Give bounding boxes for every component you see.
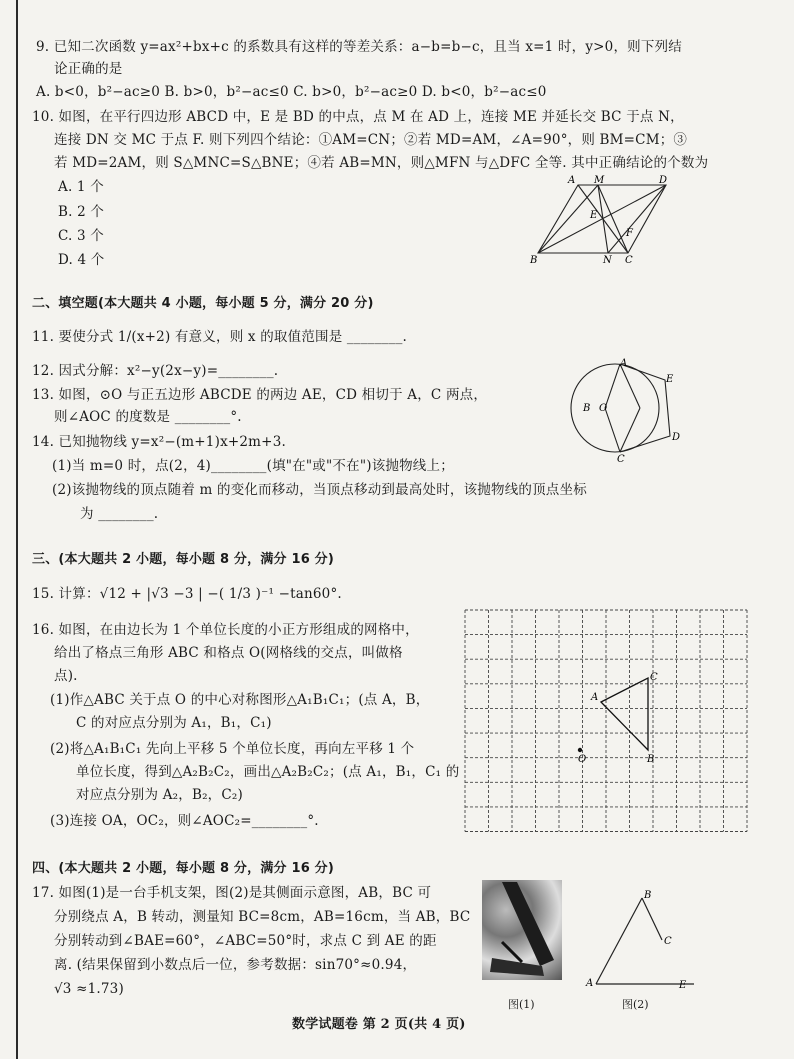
q10-option-d: D. 4 个 [58, 252, 105, 268]
q17-line3: 分别转动到∠BAE=60°，∠ABC=50°时，求点 C 到 AE 的距 [54, 933, 437, 949]
q13-label-o: O [599, 403, 608, 414]
q17-side-view-figure [586, 888, 700, 991]
q10-label-f: F [626, 228, 633, 239]
q17-phone-stand-sketch [482, 880, 562, 980]
q16-line7: 单位长度，得到△A₂B₂C₂，画出△A₂B₂C₂；(点 A₁，B₁，C₁ 的 [76, 764, 460, 780]
q13-circle-pentagon-figure [565, 358, 695, 465]
q10-label-c: C [625, 255, 633, 266]
q10-option-a: A. 1 个 [58, 179, 104, 195]
q13-line2: 则∠AOC 的度数是 ________°. [54, 409, 242, 425]
q16-grid-figure [465, 610, 765, 838]
q10-line3: 若 MD=2AM，则 S△MNC=S△BNE；④若 AB=MN，则△MFN 与△DFC 全等. 其中正确结论的个数为 [54, 155, 709, 171]
q16-line4: (1)作△ABC 关于点 O 的中心对称图形△A₁B₁C₁；(点 A，B， [50, 692, 430, 708]
q13-label-b: B [583, 403, 591, 414]
q16-line8: 对应点分别为 A₂，B₂，C₂) [76, 787, 243, 803]
q17-line4: 离. (结果保留到小数点后一位，参考数据：sin70°≈0.94， [54, 957, 417, 973]
q10-label-d: D [659, 175, 668, 186]
q16-line6: (2)将△A₁B₁C₁ 先向上平移 5 个单位长度，再向左平移 1 个 [50, 741, 415, 757]
q14-line4: 为 ________. [80, 506, 159, 522]
q10-label-m: M [594, 175, 605, 186]
q9-line1: 9. 已知二次函数 y=ax²+bx+c 的系数具有这样的等差关系：a−b=b−c，且当 x=1 时，y>0，则下列结 [36, 39, 682, 55]
q17-label-a: A [586, 978, 594, 989]
q10-option-c: C. 3 个 [58, 228, 105, 244]
q17-label-b: B [644, 890, 652, 901]
q12-text: 12. 因式分解：x²−y(2x−y)=________. [32, 363, 279, 379]
q13-label-e: E [666, 374, 674, 385]
q16-line5: C 的对应点分别为 A₁，B₁，C₁) [76, 715, 272, 731]
q13-line1: 13. 如图，⊙O 与正五边形 ABCDE 的两边 AE，CD 相切于 A，C 两点， [32, 387, 488, 403]
q17-line5: √3 ≈1.73) [54, 981, 124, 997]
q10-line1: 10. 如图，在平行四边形 ABCD 中，E 是 BD 的中点，点 M 在 AD 上，连接 ME 并延长交 BC 于点 N， [32, 109, 684, 125]
q16-line2: 给出了格点三角形 ABC 和格点 O(网格线的交点，叫做格 [54, 645, 403, 661]
q13-label-c: C [617, 454, 625, 465]
q10-label-a: A [568, 175, 576, 186]
q9-line2: 论正确的是 [54, 61, 123, 77]
q16-label-o: O [578, 754, 587, 765]
q17-line1: 17. 如图(1)是一台手机支架，图(2)是其侧面示意图，AB，BC 可 [32, 885, 432, 901]
q10-label-n: N [603, 255, 612, 266]
q13-label-d: D [672, 432, 681, 443]
q16-line1: 16. 如图，在由边长为 1 个单位长度的小正方形组成的网格中， [32, 622, 419, 638]
page-footer: 数学试题卷 第 2 页(共 4 页) [292, 1017, 466, 1032]
q10-line2: 连接 DN 交 MC 于点 F. 则下列四个结论：①AM=CN；②若 MD=AM，∠A=90°，则 BM=CM；③ [54, 132, 688, 148]
q17-fig1-caption: 图(1) [508, 998, 535, 1011]
q14-line1: 14. 已知抛物线 y=x²−(m+1)x+2m+3. [32, 434, 286, 450]
q16-label-c: C [650, 672, 658, 683]
q16-line3: 点). [54, 668, 78, 684]
q16-triangle-abc [601, 678, 648, 750]
q16-line9: (3)连接 OA，OC₂，则∠AOC₂=________°. [50, 813, 319, 829]
q10-label-e: E [590, 210, 598, 221]
q10-label-b: B [530, 255, 538, 266]
section4-title: 四、(本大题共 2 小题，每小题 8 分，满分 16 分) [32, 861, 335, 876]
q9-options: A. b<0，b²−ac≥0 B. b>0，b²−ac≤0 C. b>0，b²−ac≥0 D. b<0，b²−ac≤0 [36, 84, 547, 100]
q17-line2: 分别绕点 A，B 转动，测量知 BC=8cm，AB=16cm，当 AB，BC [54, 909, 471, 925]
q17-label-c: C [664, 936, 672, 947]
binding-margin-line [16, 0, 18, 1059]
q17-fig2-caption: 图(2) [622, 998, 649, 1011]
section2-title: 二、填空题(本大题共 4 小题，每小题 5 分，满分 20 分) [32, 296, 374, 311]
q13-label-a: A [620, 358, 628, 369]
q15-text: 15. 计算：√12 + |√3 −3 | −( 1/3 )⁻¹ −tan60°. [32, 586, 342, 602]
q10-parallelogram-figure [520, 175, 700, 265]
q16-point-o [578, 748, 582, 752]
q16-label-a: A [591, 692, 599, 703]
q14-line3: (2)该抛物线的顶点随着 m 的变化而移动，当顶点移动到最高处时，该抛物线的顶点坐标 [52, 482, 587, 498]
q10-option-b: B. 2 个 [58, 204, 105, 220]
section3-title: 三、(本大题共 2 小题，每小题 8 分，满分 16 分) [32, 552, 335, 567]
q17-label-e: E [679, 980, 687, 991]
q14-line2: (1)当 m=0 时，点(2，4)________(填"在"或"不在")该抛物线上； [52, 458, 454, 474]
q11-text: 11. 要使分式 1/(x+2) 有意义，则 x 的取值范围是 ________. [32, 329, 408, 345]
q16-label-b: B [647, 754, 655, 765]
